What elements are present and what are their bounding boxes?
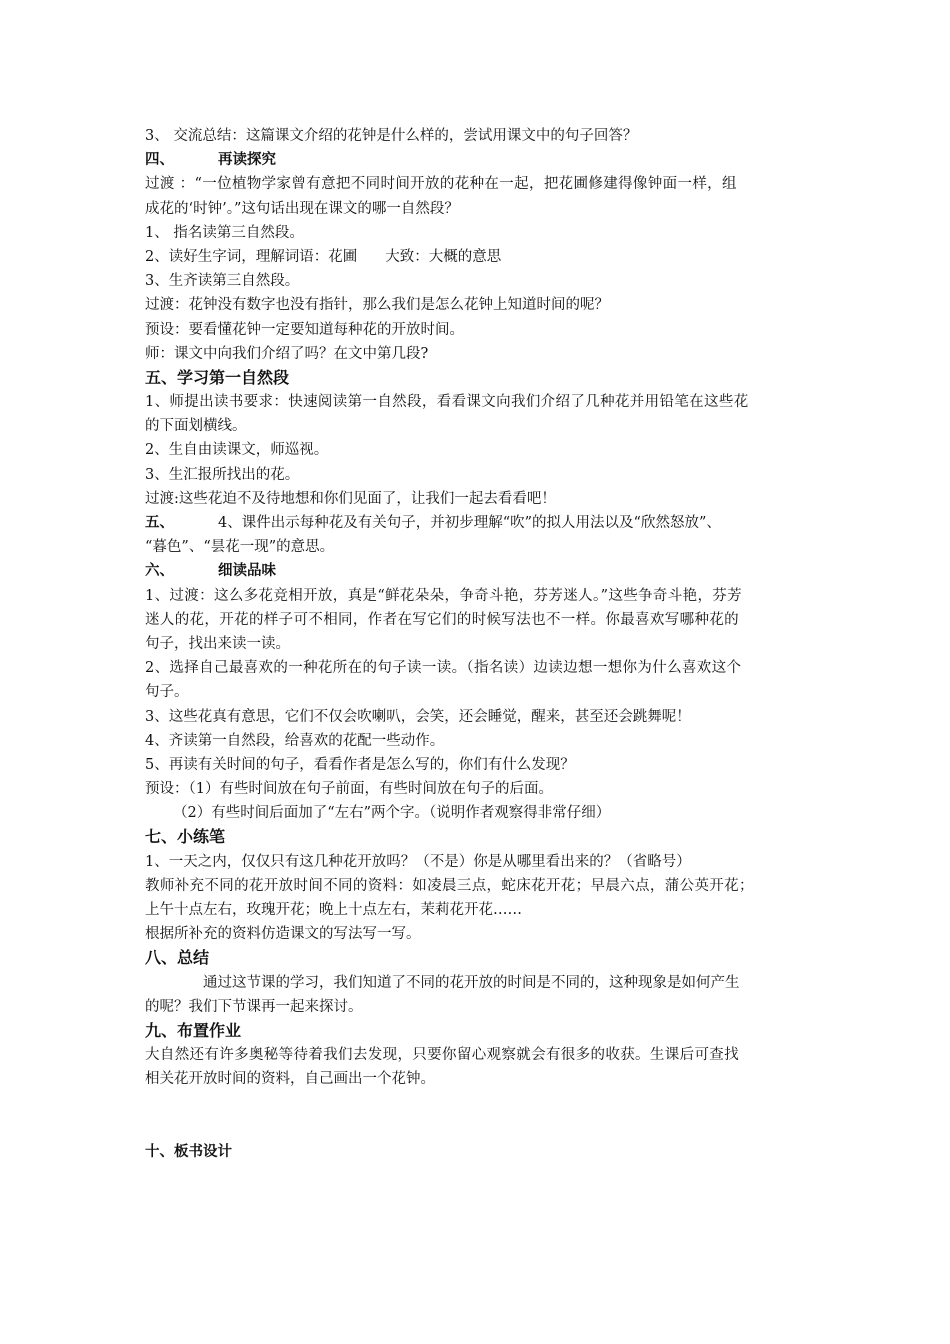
text-line: 1、师提出读书要求：快速阅读第一自然段，看看课文向我们介绍了几种花并用铅笔在这些花 xyxy=(145,394,749,411)
text-line: 的下面划横线。 xyxy=(145,418,247,435)
document-page xyxy=(145,124,810,1164)
text-line: 句子，找出来读一读。 xyxy=(145,635,290,652)
text-line: 预设：（1）有些时间放在句子前面，有些时间放在句子的后面。 xyxy=(145,781,553,798)
text-line xyxy=(145,511,810,535)
blank-space xyxy=(145,1092,810,1140)
section-heading-9: 九、布置作业 xyxy=(145,1020,242,1040)
text-line: 成花的‘时钟’。”这句话出现在课文的哪一自然段？ xyxy=(145,200,459,217)
text-line: 1、 指名读第三自然段。 xyxy=(145,224,304,241)
text-line: 迷人的花，开花的样子可不相同，作者在写它们的时候写法也不一样。你最喜欢写哪种花的 xyxy=(145,611,739,628)
heading-number: 五、 xyxy=(145,514,174,531)
text-line: 过渡:这些花迫不及待地想和你们见面了，让我们一起去看看吧！ xyxy=(145,490,556,507)
text-segment: 4、课件出示每种花及有关句子，并初步理解“吹”的拟人用法以及“欣然怒放”、 xyxy=(218,515,721,531)
text-line xyxy=(145,245,810,269)
text-line: 教师补充不同的花开放时间不同的资料：如凌晨三点，蛇床花开花；早晨六点，蒲公英开花； xyxy=(145,877,754,894)
text-line: （2）有些时间后面加了“左右”两个字。（说明作者观察得非常仔细） xyxy=(173,805,611,822)
text-line: 1、过渡：这么多花竞相开放，真是“鲜花朵朵，争奇斗艳，芬芳迷人。”这些争奇斗艳，芬芳 xyxy=(145,587,742,604)
text-line: 3、生汇报所找出的花。 xyxy=(145,466,300,483)
text-line: 过渡 ：“一位植物学家曾有意把不同时间开放的花种在一起，把花圃修建得像钟面一样，组 xyxy=(145,176,737,193)
text-line: 5、再读有关时间的句子，看看作者是怎么写的，你们有什么发现？ xyxy=(145,756,575,773)
text-line: 根据所补充的资料仿造课文的写法写一写。 xyxy=(145,926,421,943)
text-line: 过渡：花钟没有数字也没有指针，那么我们是怎么花钟上知道时间的呢？ xyxy=(145,297,609,314)
text-line: 大自然还有许多奥秘等待着我们去发现，只要你留心观察就会有很多的收获。生课后可查找 xyxy=(145,1047,739,1064)
heading-title: 细读品味 xyxy=(218,562,276,580)
section-heading-8: 八、总结 xyxy=(145,948,210,968)
text-line: 师：课文中向我们介绍了吗？在文中第几段? xyxy=(145,345,429,362)
text-line: 相关花开放时间的资料，自己画出一个花钟。 xyxy=(145,1071,435,1088)
text-line: 3、这些花真有意思，它们不仅会吹喇叭，会笑，还会睡觉，醒来，甚至还会跳舞呢！ xyxy=(145,708,691,725)
text-line: “暮色”、“昙花一现”的意思。 xyxy=(145,539,335,556)
section-heading-6 xyxy=(145,559,810,583)
heading-number: 六、 xyxy=(145,562,174,580)
section-heading-4 xyxy=(145,148,810,172)
text-line: 上午十点左右，玫瑰开花；晚上十点左右，茉莉花开花…… xyxy=(145,902,522,918)
text-segment: 2、读好生字词，理解词语：花圃 xyxy=(145,248,358,265)
text-line: 句子。 xyxy=(145,684,189,701)
text-line: 的呢？我们下节课再一起来探讨。 xyxy=(145,998,363,1015)
text-line: 3、 交流总结：这篇课文介绍的花钟是什么样的，尝试用课文中的句子回答？ xyxy=(145,128,638,144)
text-line: 预设：要看懂花钟一定要知道每种花的开放时间。 xyxy=(145,321,464,338)
text-line: 3、生齐读第三自然段。 xyxy=(145,273,300,290)
text-line: 4、齐读第一自然段，给喜欢的花配一些动作。 xyxy=(145,732,445,749)
section-heading-10: 十、板书设计 xyxy=(145,1142,232,1160)
heading-number: 四、 xyxy=(145,151,174,169)
section-heading-7: 七、小练笔 xyxy=(145,827,226,847)
text-segment: 大致：大概的意思 xyxy=(385,248,502,265)
text-line: 通过这节课的学习，我们知道了不同的花开放的时间是不同的，这种现象是如何产生 xyxy=(203,974,740,991)
text-line: 2、选择自己最喜欢的一种花所在的句子读一读。（指名读）边读边想一想你为什么喜欢这个 xyxy=(145,660,742,677)
text-line: 2、生自由读课文，师巡视。 xyxy=(145,442,329,459)
section-heading-5: 五、学习第一自然段 xyxy=(145,367,290,387)
text-line: 1、一天之内，仅仅只有这几种花开放吗？（不是）你是从哪里看出来的？（省略号） xyxy=(145,853,691,870)
heading-title: 再读探究 xyxy=(218,151,276,169)
